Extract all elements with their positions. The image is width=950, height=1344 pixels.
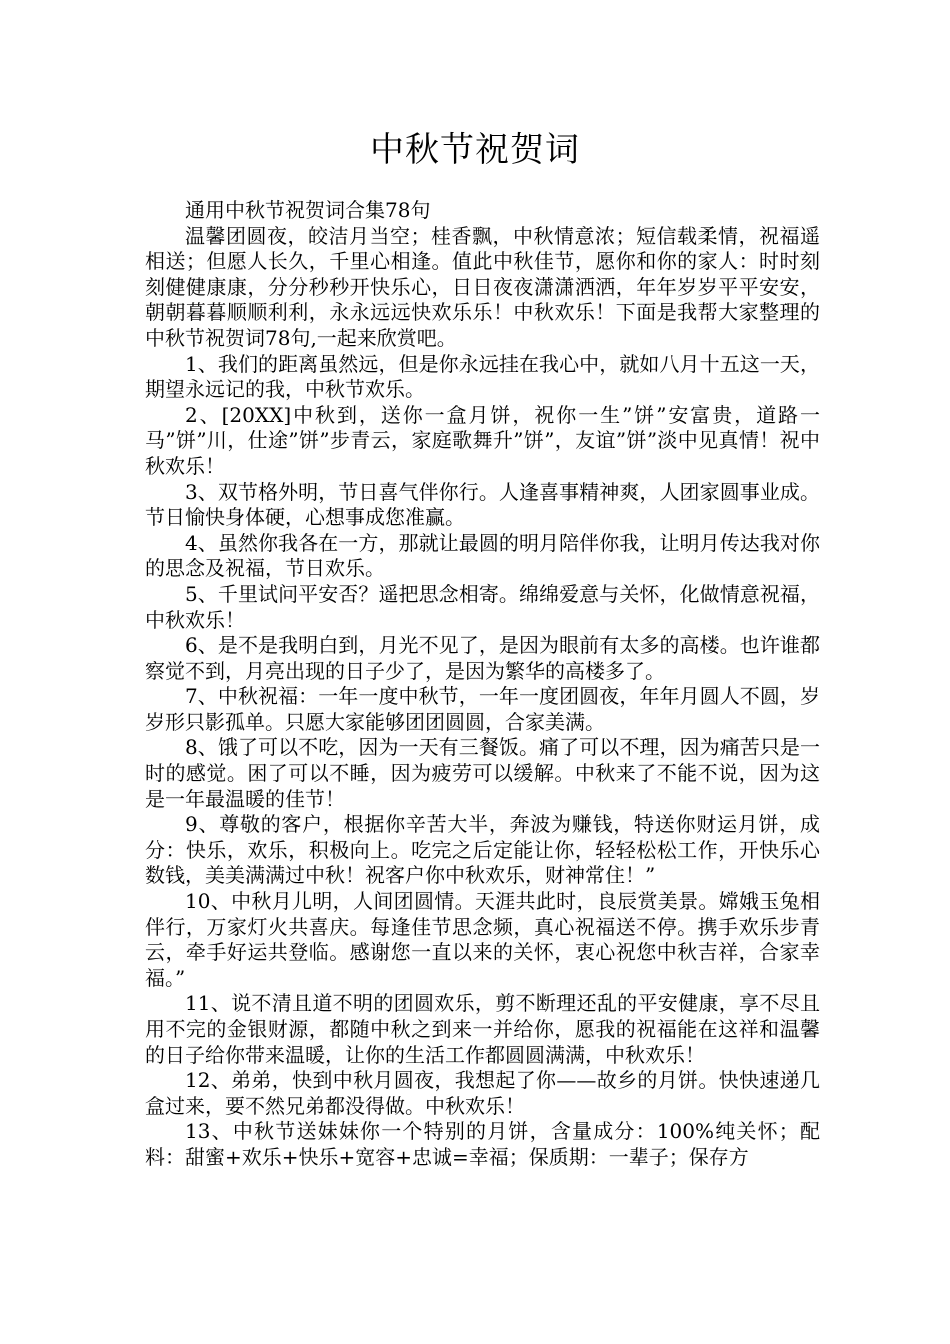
intro-paragraph: 温馨团圆夜，皎洁月当空；桂香飘，中秋情意浓；短信载柔情，祝福遥相送；但愿人长久，千里心相逢。值此中秋佳节，愿你和你的家人：时时刻刻健健康康，分分秒秒开快乐心，日日夜夜潇潇洒洒，年年岁岁平平安安，朝朝暮暮顺顺利利，永永远远快欢乐乐！中秋欢乐！下面是我帮大家整理的中秋节祝贺词78句,一起来欣赏吧。	[145, 223, 820, 350]
greeting-item-12: 12、弟弟，快到中秋月圆夜，我想起了你——故乡的月饼。快快速递几盒过来，要不然兄弟都没得做。中秋欢乐！	[145, 1068, 820, 1118]
greeting-item-13: 13、中秋节送妹妹你一个特别的月饼，含量成分：100%纯关怀；配料：甜蜜+欢乐+快乐+宽容+忠诚=幸福；保质期：一辈子；保存方	[145, 1119, 820, 1169]
greeting-item-4: 4、虽然你我各在一方，那就让最圆的明月陪伴你我，让明月传达我对你的思念及祝福，节日欢乐。	[145, 530, 820, 581]
greeting-item-5: 5、千里试问平安否？遥把思念相寄。绵绵爱意与关怀，化做情意祝福，中秋欢乐！	[145, 581, 820, 632]
document-subtitle: 通用中秋节祝贺词合集78句	[185, 198, 431, 222]
greeting-item-10: 10、中秋月儿明，人间团圆情。天涯共此时，良辰赏美景。嫦娥玉兔相伴行，万家灯火共喜庆。每逢佳节思念频，真心祝福送不停。携手欢乐步青云，牵手好运共登临。感谢您一直以来的关怀，衷心祝您中秋吉祥，合家幸福。”	[145, 889, 820, 990]
document-body	[145, 198, 820, 1171]
greeting-item-2: 2、[20XX]中秋到，送你一盒月饼，祝你一生”饼”安富贵，道路一马”饼”川，仕途”饼”步青云，家庭歌舞升”饼”，友谊”饼”淡中见真情！祝中秋欢乐！	[145, 402, 820, 478]
greeting-item-11: 11、说不清且道不明的团圆欢乐，剪不断理还乱的平安健康，享不尽且用不完的金银财源，都随中秋之到来一并给你，愿我的祝福能在这祥和温馨的日子给你带来温暖，让你的生活工作都圆圆满满，中秋欢乐！	[145, 991, 820, 1067]
greeting-item-7: 7、中秋祝福：一年一度中秋节，一年一度团圆夜，年年月圆人不圆，岁岁形只影孤单。只愿大家能够团团圆圆，合家美满。	[145, 684, 820, 734]
greeting-item-3: 3、双节格外明，节日喜气伴你行。人逢喜事精神爽，人团家圆事业成。节日愉快身体硬，心想事成您准赢。	[145, 479, 820, 530]
greeting-item-9: 9、尊敬的客户，根据你辛苦大半，奔波为赚钱，特送你财运月饼，成分：快乐，欢乐，积极向上。吃完之后定能让你，轻轻松松工作，开快乐心数钱，美美满满过中秋！祝客户你中秋欢乐，财神常住！”	[145, 812, 820, 888]
greeting-item-6: 6、是不是我明白到，月光不见了，是因为眼前有太多的高楼。也许谁都察觉不到，月亮出现的日子少了，是因为繁华的高楼多了。	[145, 633, 820, 683]
greeting-item-8: 8、饿了可以不吃，因为一天有三餐饭。痛了可以不理，因为痛苦只是一时的感觉。困了可以不睡，因为疲劳可以缓解。中秋来了不能不说，因为这是一年最温暖的佳节！	[145, 735, 820, 811]
document-title: 中秋节祝贺词	[370, 130, 580, 170]
greeting-item-1: 1、我们的距离虽然远，但是你永远挂在我心中，就如八月十五这一天，期望永远记的我，中秋节欢乐。	[145, 351, 820, 402]
